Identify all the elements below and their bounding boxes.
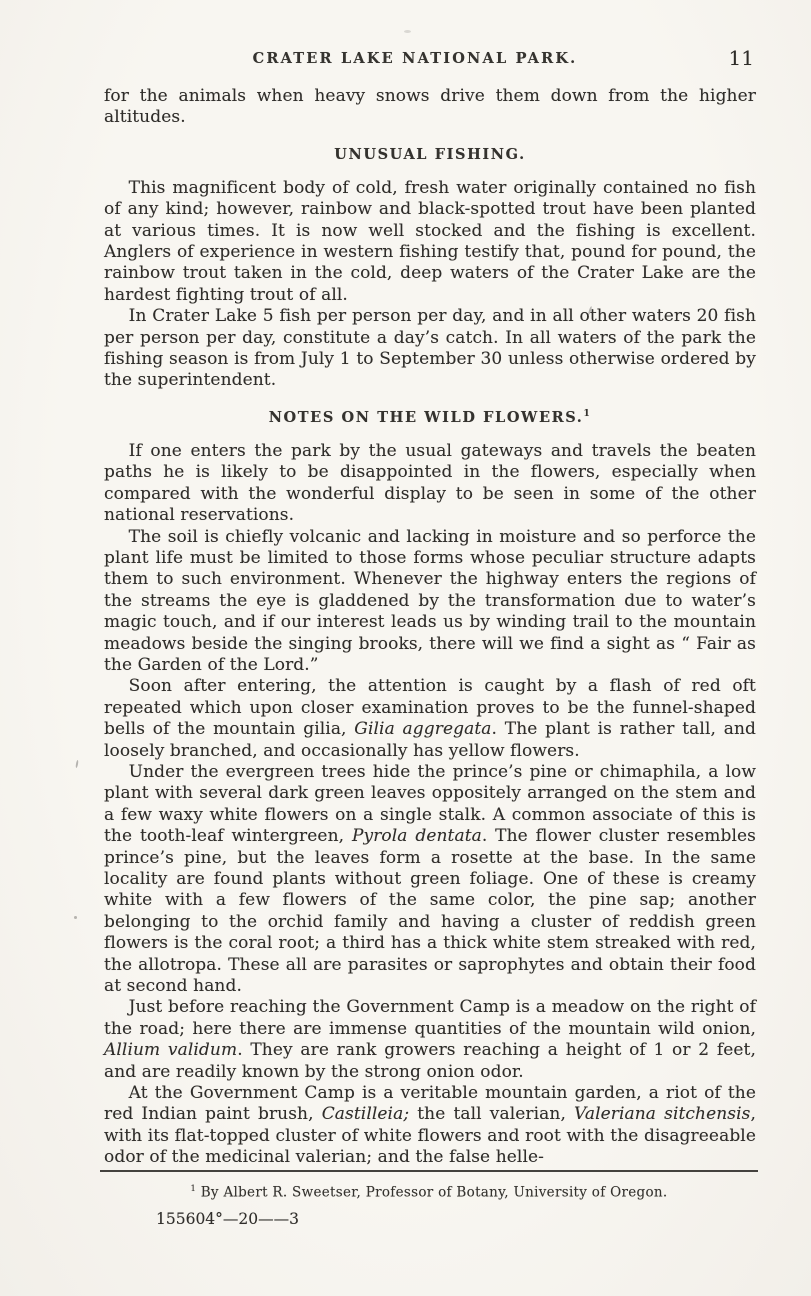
section-heading-text: UNUSUAL FISHING. <box>334 145 526 163</box>
paragraph: At the Government Camp is a veritable mountain garden, a riot of the red Indian paint brush, Castilleia; the tall valerian, Valeriana sitchensis, with its flat-topped cluster of white flowers and root with the disagreeable odor of the medicinal valerian; and the false helle- <box>104 1083 756 1168</box>
paragraph: The soil is chiefly volcanic and lacking in moisture and so perforce the plant life must be limited to those forms whose peculiar structure adapts them to such environment. Whenever the highway enters the regions of the streams the eye is gladdened by the transformation due to water’s magic touch, and if our interest leads us by winding trail to the mountain meadows beside the singing brooks, there will we find a sight as “ Fair as the Garden of the Lord.” <box>104 526 756 675</box>
section-heading-text: NOTES ON THE WILD FLOWERS. <box>268 408 584 426</box>
section-heading <box>104 409 756 426</box>
footnote-block <box>100 1170 758 1228</box>
section-heading <box>104 146 756 163</box>
footnote-text: By Albert R. Sweetser, Professor of Botany, University of Oregon. <box>196 1184 668 1201</box>
paragraph: Just before reaching the Government Camp is a meadow on the right of the road; here there are immense quantities of the mountain wild onion, Allium validum. They are rank growers reaching a height of 1 or 2 feet, and are readily known by the strong onion odor. <box>104 997 756 1082</box>
paragraph: Soon after entering, the attention is caught by a flash of red oft repeated which upon closer examination proves to be the funnel-shaped bells of the mountain gilia, Gilia aggregata. The plant is rather tall, and loosely branched, and occasionally has yellow flowers. <box>104 676 756 761</box>
scan-speck <box>404 30 411 33</box>
print-signature-mark: 155604°—20——3 <box>156 1209 300 1228</box>
footnote-rule <box>100 1170 758 1172</box>
paragraph: This magnificent body of cold, fresh water originally contained no fish of any kind; however, rainbow and black-spotted trout have been planted at various times. It is now well stocked and the fishing is excellent. Anglers of experience in western fishing testify that, pound for pound, the rainbow trout taken in the cold, deep waters of the Crater Lake are the hardest fighting trout of all. <box>104 177 756 305</box>
scan-speck <box>74 916 77 919</box>
footnote-reference: 1 <box>583 409 592 420</box>
footnote <box>100 1183 758 1201</box>
text-block <box>104 46 757 1169</box>
paragraph: In Crater Lake 5 fish per person per day, and in all other waters 20 fish per person per day, constitute a day’s catch. In all waters of the park the fishing season is from July 1 to September 30 unless otherwise ordered by the superintendent. <box>104 306 756 391</box>
paragraph: If one enters the park by the usual gateways and travels the beaten paths he is likely to be disappointed in the flowers, especially when compared with the wonderful display to be seen in some of the other national reservations. <box>104 440 756 526</box>
running-title: CRATER LAKE NATIONAL PARK. <box>252 50 578 67</box>
paragraph: Under the evergreen trees hide the prince’s pine or chimaphila, a low plant with several dark green leaves oppositely arranged on the stem and a few waxy white flowers on a single stalk. A common associate of this is the tooth-leaf wintergreen, Pyrola dentata. The flower cluster resembles prince’s pine, but the leaves form a rosette at the base. In the same locality are found plants without green foliage. One of these is creamy white with a few flowers of the same color, the pine sap; another belonging to the orchid family and having a cluster of reddish green flowers is the coral root; a third has a thick white stem streaked with red, the allotropa. These all are parasites or saprophytes and obtain their food at second hand. <box>104 761 757 997</box>
page-number: 11 <box>728 46 754 70</box>
scan-speck <box>75 760 78 768</box>
footnote-marker: 1 <box>190 1183 197 1193</box>
paragraph: for the animals when heavy snows drive them down from the higher altitudes. <box>104 86 756 128</box>
page-header <box>104 46 756 72</box>
